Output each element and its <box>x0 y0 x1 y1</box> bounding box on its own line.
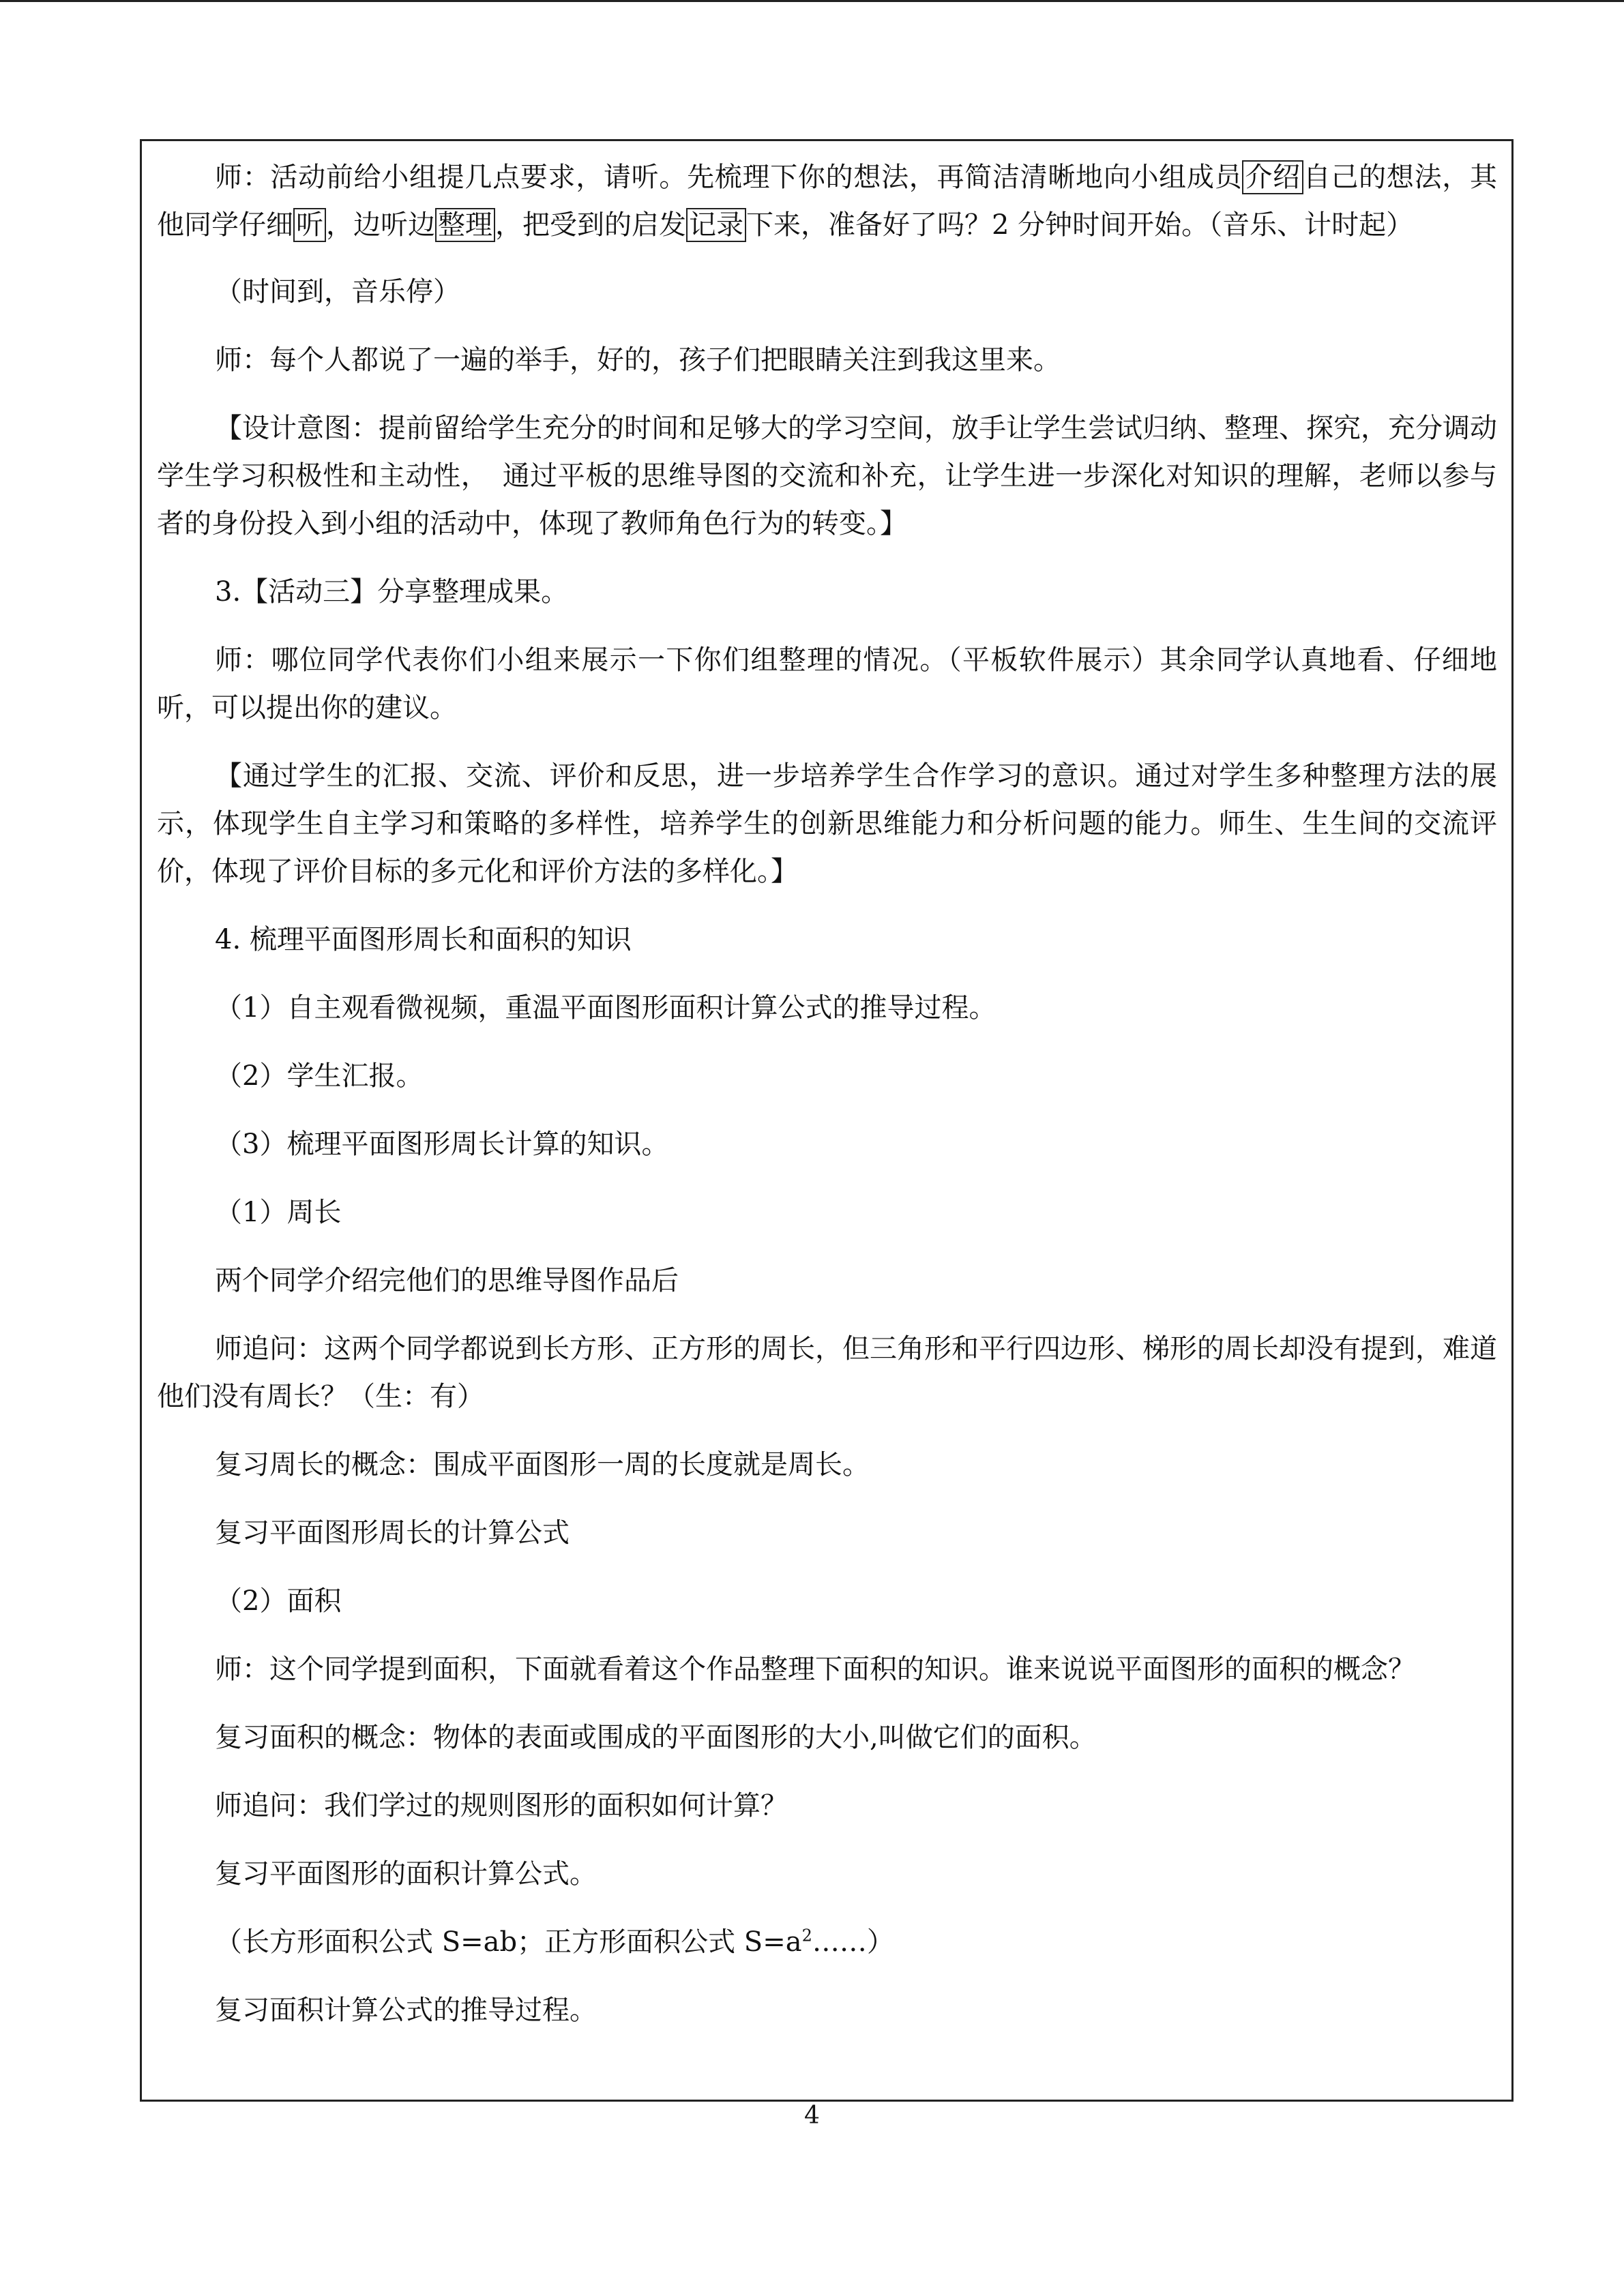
paragraph-activity-three: 3.【活动三】分享整理成果。 <box>215 576 569 608</box>
paragraph-area-concept: 复习面积的概念：物体的表面或围成的平面图形的大小,叫做它们的面积。 <box>215 1722 1097 1753</box>
page-top-border <box>0 0 1624 2</box>
paragraph-perimeter-heading: （1）周长 <box>215 1197 342 1228</box>
boxed-word-listen: 听 <box>293 208 326 242</box>
paragraph-derivation-review: 复习面积计算公式的推导过程。 <box>215 1995 597 2026</box>
paragraph-area-formula: 复习平面图形的面积计算公式。 <box>215 1858 597 1890</box>
paragraph-time-up: （时间到，音乐停） <box>215 276 460 308</box>
paragraph-area-heading: （2）面积 <box>215 1585 342 1617</box>
superscript-two: 2 <box>801 1926 812 1945</box>
boxed-word-organize: 整理 <box>435 208 495 242</box>
paragraph-micro-video: （1）自主观看微视频，重温平面图形面积计算公式的推导过程。 <box>215 992 996 1024</box>
paragraph-perimeter-formula: 复习平面图形周长的计算公式 <box>215 1517 570 1549</box>
paragraph-teacher-followup-perimeter: 师追问：这两个同学都说到长方形、正方形的周长，但三角形和平行四边形、梯形的周长却没有提到，难道他们没有周长？（生：有） <box>157 1333 1497 1412</box>
lesson-content <box>157 150 1497 2034</box>
boxed-word-record: 记录 <box>686 208 746 242</box>
boxed-word-introduce: 介绍 <box>1242 160 1303 194</box>
paragraph-student-report: （2）学生汇报。 <box>215 1060 424 1092</box>
paragraph-mindmap-intro: 两个同学介绍完他们的思维导图作品后 <box>215 1265 679 1296</box>
page-number: 4 <box>804 2102 820 2130</box>
paragraph-teacher-area: 师：这个同学提到面积，下面就看着这个作品整理下面积的知识。谁来说说平面图形的面积的概念？ <box>215 1654 1415 1685</box>
paragraph-activity-requirements: 师：活动前给小组提几点要求，请听。先梳理下你的想法，再简洁清晰地向小组成员 介绍 自己的想法，其他同学仔细 听 ，边听边 整理 ，把受到的启发 记录 下来，准备好了吗？2 分钟时间开始。（音乐、计时起） <box>157 162 1498 241</box>
paragraph-teacher-followup-area: 师追问：我们学过的规则图形的面积如何计算？ <box>215 1790 788 1821</box>
paragraph-share-results: 师：哪位同学代表你们小组来展示一下你们组整理的情况。（平板软件展示）其余同学认真地看、仔细地听，可以提出你的建议。 <box>157 644 1497 724</box>
paragraph-design-intent: 【设计意图：提前留给学生充分的时间和足够大的学习空间，放手让学生尝试归纳、整理、探究，充分调动学生学习积极性和主动性， 通过平板的思维导图的交流和补充，让学生进一步深化对知识的理解，老师以参与者的身份投入到小组的活动中，体现了教师角色行为的转变。】 <box>157 413 1497 539</box>
paragraph-perimeter-concept: 复习周长的概念：围成平面图形一周的长度就是周长。 <box>215 1449 870 1480</box>
paragraph-reflection-note: 【通过学生的汇报、交流、评价和反思，进一步培养学生合作学习的意识。通过对学生多种整理方法的展示，体现学生自主学习和策略的多样性，培养学生的创新思维能力和分析问题的能力。师生、生生间的交流评价，体现了评价目标的多元化和评价方法的多样化。】 <box>157 760 1497 887</box>
paragraph-perimeter-review: （3）梳理平面图形周长计算的知识。 <box>215 1129 669 1160</box>
paragraph-section-four: 4. 梳理平面图形周长和面积的知识 <box>215 924 632 955</box>
paragraph-formula-examples: （长方形面积公式 S=ab；正方形面积公式 $S=a^2\dots\dots$） <box>215 1926 894 1958</box>
paragraph-teacher-attention: 师：每个人都说了一遍的举手，好的，孩子们把眼睛关注到我这里来。 <box>215 344 1061 376</box>
